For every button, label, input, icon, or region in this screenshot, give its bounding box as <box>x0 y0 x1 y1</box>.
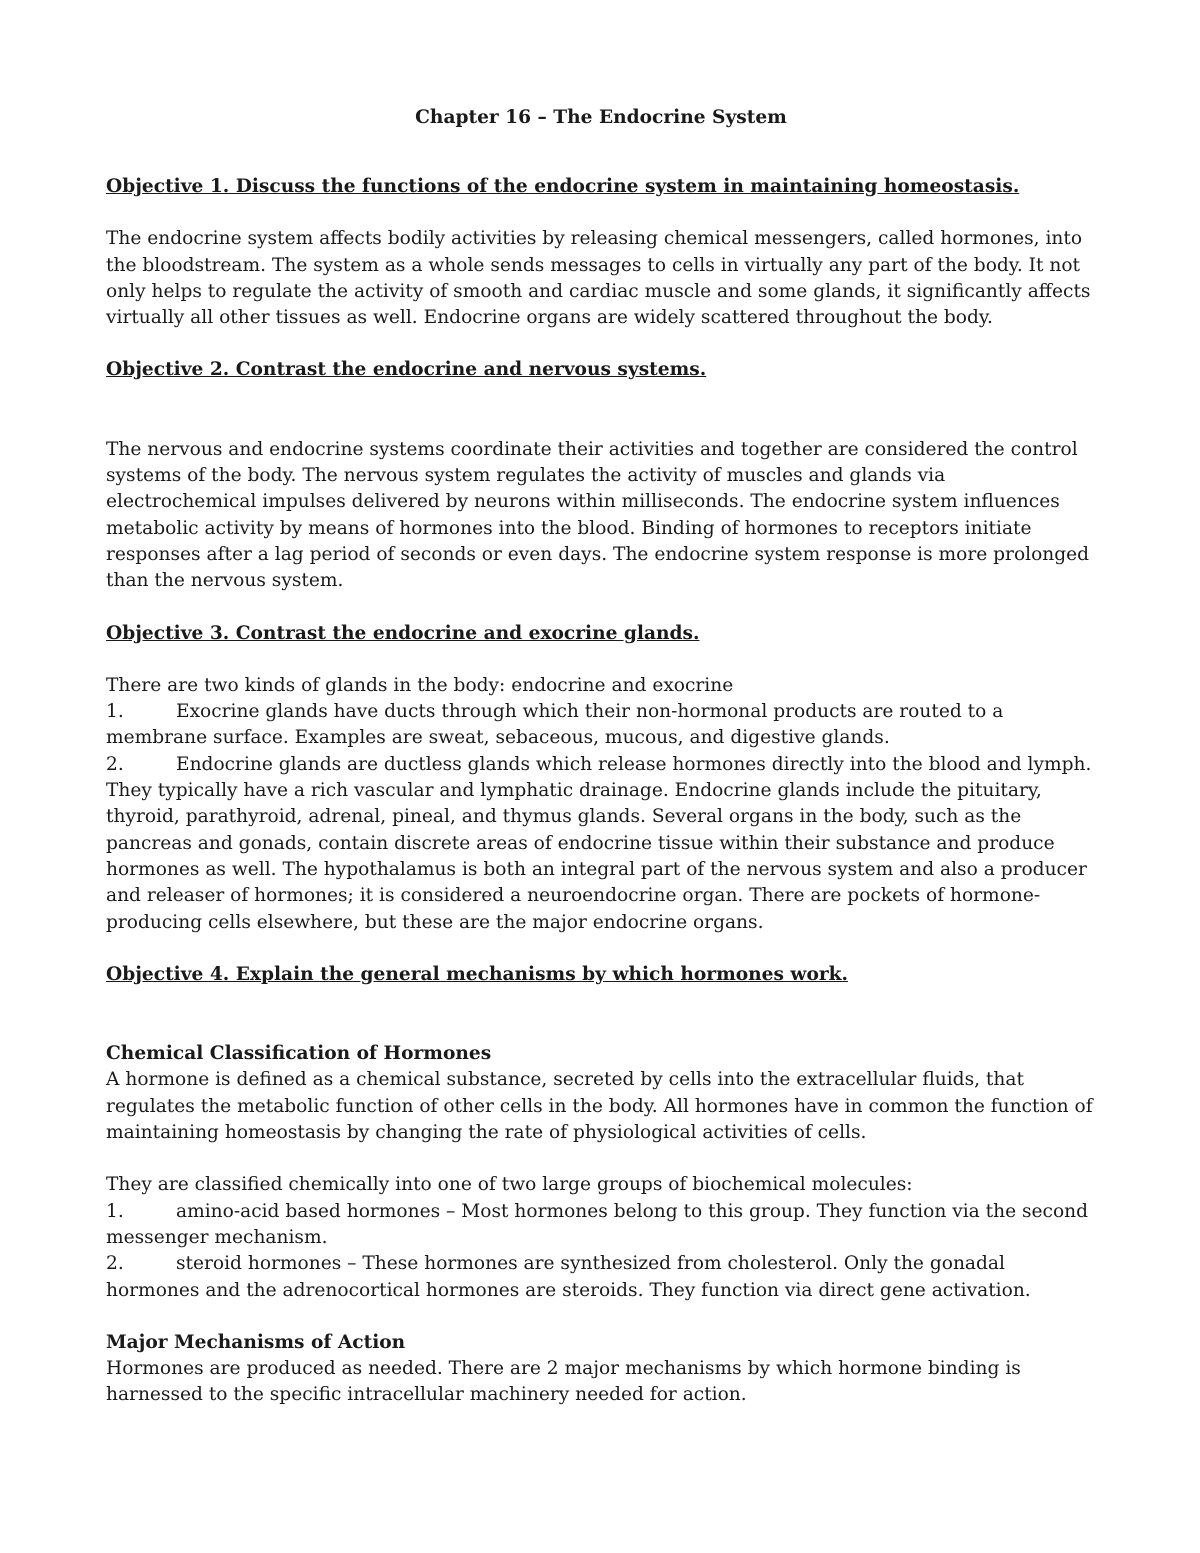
list-item <box>106 1199 1096 1252</box>
list-item-number: 2. <box>106 1253 124 1275</box>
list-item <box>106 699 1096 752</box>
list-item-number: 1. <box>106 701 124 723</box>
list-item-number: 1. <box>106 1200 124 1222</box>
objective-4-heading: Objective 4. Explain the general mechanisms by which hormones work. <box>106 963 848 985</box>
list-item-number: 2. <box>106 753 124 775</box>
objective-1-paragraph: The endocrine system affects bodily activities by releasing chemical messengers, called hormones, into the bloodstream. The system as a whole sends messages to cells in virtually any part of the body. It not only helps to regulate the activity of smooth and cardiac muscle and some glands, it significantly affects virtually all other tissues as well. Endocrine organs are widely scattered throughout the body. <box>106 228 1091 329</box>
objective-2-paragraph: The nervous and endocrine systems coordinate their activities and together are considered the control systems of the body. The nervous system regulates the activity of muscles and glands via electrochemical impulses delivered by neurons within milliseconds. The endocrine system influences metabolic activity by means of hormones into the blood. Binding of hormones to receptors initiate responses after a lag period of seconds or even days. The endocrine system response is more prolonged than the nervous system. <box>106 438 1090 592</box>
objective-3-intro: There are two kinds of glands in the body: endocrine and exocrine <box>106 674 734 696</box>
list-item-text: amino-acid based hormones – Most hormones belong to this group. They function via the second messenger mechanism. <box>106 1200 1089 1248</box>
objective-3-heading: Objective 3. Contrast the endocrine and exocrine glands. <box>106 622 700 644</box>
list-item <box>106 752 1096 936</box>
chemical-classification-paragraph: A hormone is defined as a chemical substance, secreted by cells into the extracellular fluids, that regulates the metabolic function of other cells in the body. All hormones have in common the function of maintaining homeostasis by changing the rate of physiological activities of cells. <box>106 1069 1093 1144</box>
list-item-text: steroid hormones – These hormones are synthesized from cholesterol. Only the gonadal hormones and the adrenocortical hormones are steroids. They function via direct gene activation. <box>106 1253 1031 1301</box>
chemical-classification-heading: Chemical Classification of Hormones <box>106 1043 492 1065</box>
list-item <box>106 1251 1096 1304</box>
document-page <box>106 104 1096 1409</box>
major-mechanisms-heading: Major Mechanisms of Action <box>106 1331 406 1353</box>
major-mechanisms-paragraph: Hormones are produced as needed. There are 2 major mechanisms by which hormone binding is harnessed to the specific intracellular machinery needed for action. <box>106 1358 1021 1406</box>
objective-2-heading: Objective 2. Contrast the endocrine and nervous systems. <box>106 359 707 381</box>
list-item-text: Exocrine glands have ducts through which their non-hormonal products are routed to a membrane surface. Examples are sweat, sebaceous, mucous, and digestive glands. <box>106 701 1004 749</box>
objective-1-heading: Objective 1. Discuss the functions of the endocrine system in maintaining homeostasis. <box>106 176 1020 197</box>
classification-intro: They are classified chemically into one of two large groups of biochemical molecules: <box>106 1174 913 1196</box>
list-item-text: Endocrine glands are ductless glands which release hormones directly into the blood and lymph. They typically have a rich vascular and lymphatic drainage. Endocrine glands include the pituitary, thyroid, parathyroid, adrenal, pineal, and thymus glands. Several organs in the body, such as the pancreas and gonads, contain discrete areas of endocrine tissue within their substance and produce hormones as well. The hypothalamus is both an integral part of the nervous system and also a producer and releaser of hormones; it is considered a neuroendocrine organ. There are pockets of hormone-producing cells elsewhere, but these are the major endocrine organs. <box>106 753 1092 933</box>
page-title: Chapter 16 – The Endocrine System <box>415 107 787 128</box>
